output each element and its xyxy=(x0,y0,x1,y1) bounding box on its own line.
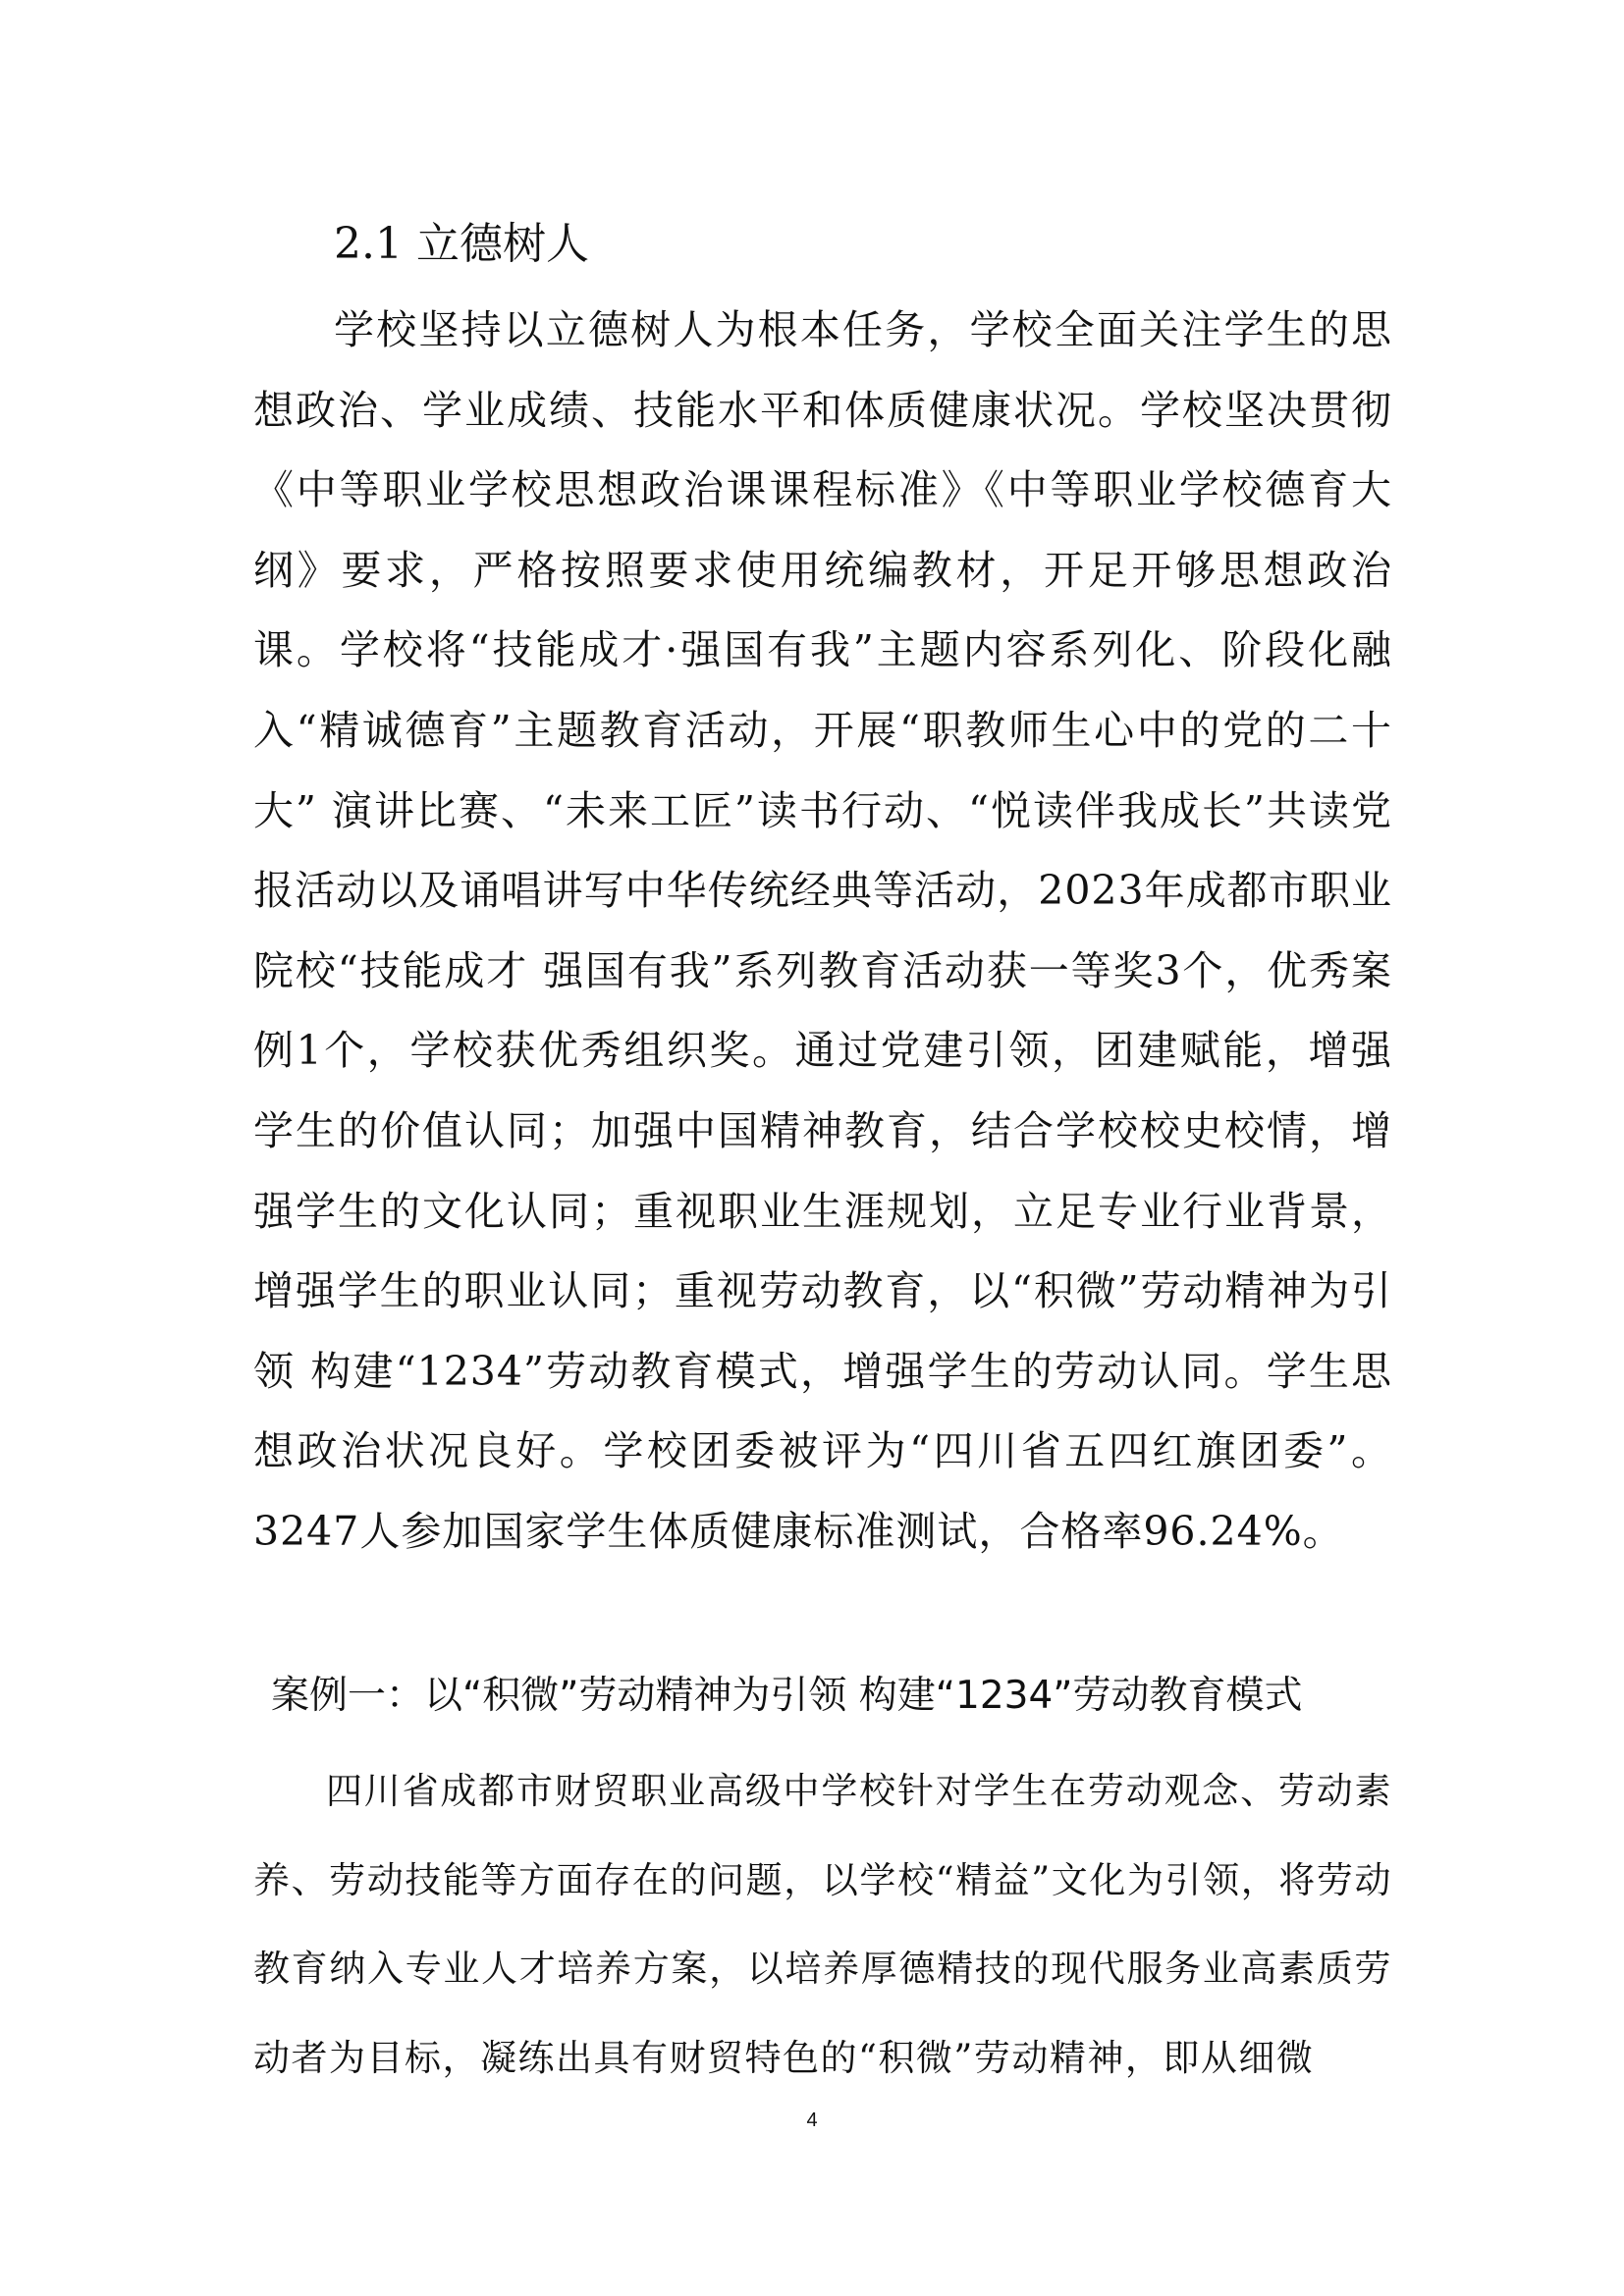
section-heading: 2.1 立德树人 xyxy=(334,219,589,269)
case-paragraph: 四川省成都市财贸职业高级中学校针对学生在劳动观念、劳动素养、劳动技能等方面存在的问题，以学校“精益”文化为引领，将劳动教育纳入专业人才培养方案，以培养厚德精技的现代服务业高素质劳动者为目标，凝练出具有财贸特色的“积微”劳动精神，即从细微 xyxy=(253,1770,1392,2079)
case-title: 案例一：以“积微”劳动精神为引领 构建“1234”劳动教育模式 xyxy=(271,1674,1303,1718)
section-paragraph: 学校坚持以立德树人为根本任务，学校全面关注学生的思想政治、学业成绩、技能水平和体质健康状况。学校坚决贯彻《中等职业学校思想政治课课程标准》《中等职业学校德育大纲》要求，严格按照要求使用统编教材，开足开够思想政治课。学校将“技能成才·强国有我”主题内容系列化、阶段化融入“精诚德育”主题教育活动，开展“职教师生心中的党的二十大” 演讲比赛、“未来工匠”读书行动、“悦读伴我成长”共读党报活动以及诵唱讲写中华传统经典等活动，2023年成都市职业院校“技能成才 强国有我”系列教育活动获一等奖3个，优秀案例1个，学校获优秀组织奖。通过党建引领，团建赋能，增强学生的价值认同；加强中国精神教育，结合学校校史校情，增强学生的文化认同；重视职业生涯规划，立足专业行业背景，增强学生的职业认同；重视劳动教育，以“积微”劳动精神为引领 构建“1234”劳动教育模式，增强学生的劳动认同。学生思想政治状况良好。学校团委被评为“四川省五四红旗团委”。3247人参加国家学生体质健康标准测试，合格率96.24%。 xyxy=(253,306,1392,1555)
page-number: 4 xyxy=(806,2109,818,2131)
